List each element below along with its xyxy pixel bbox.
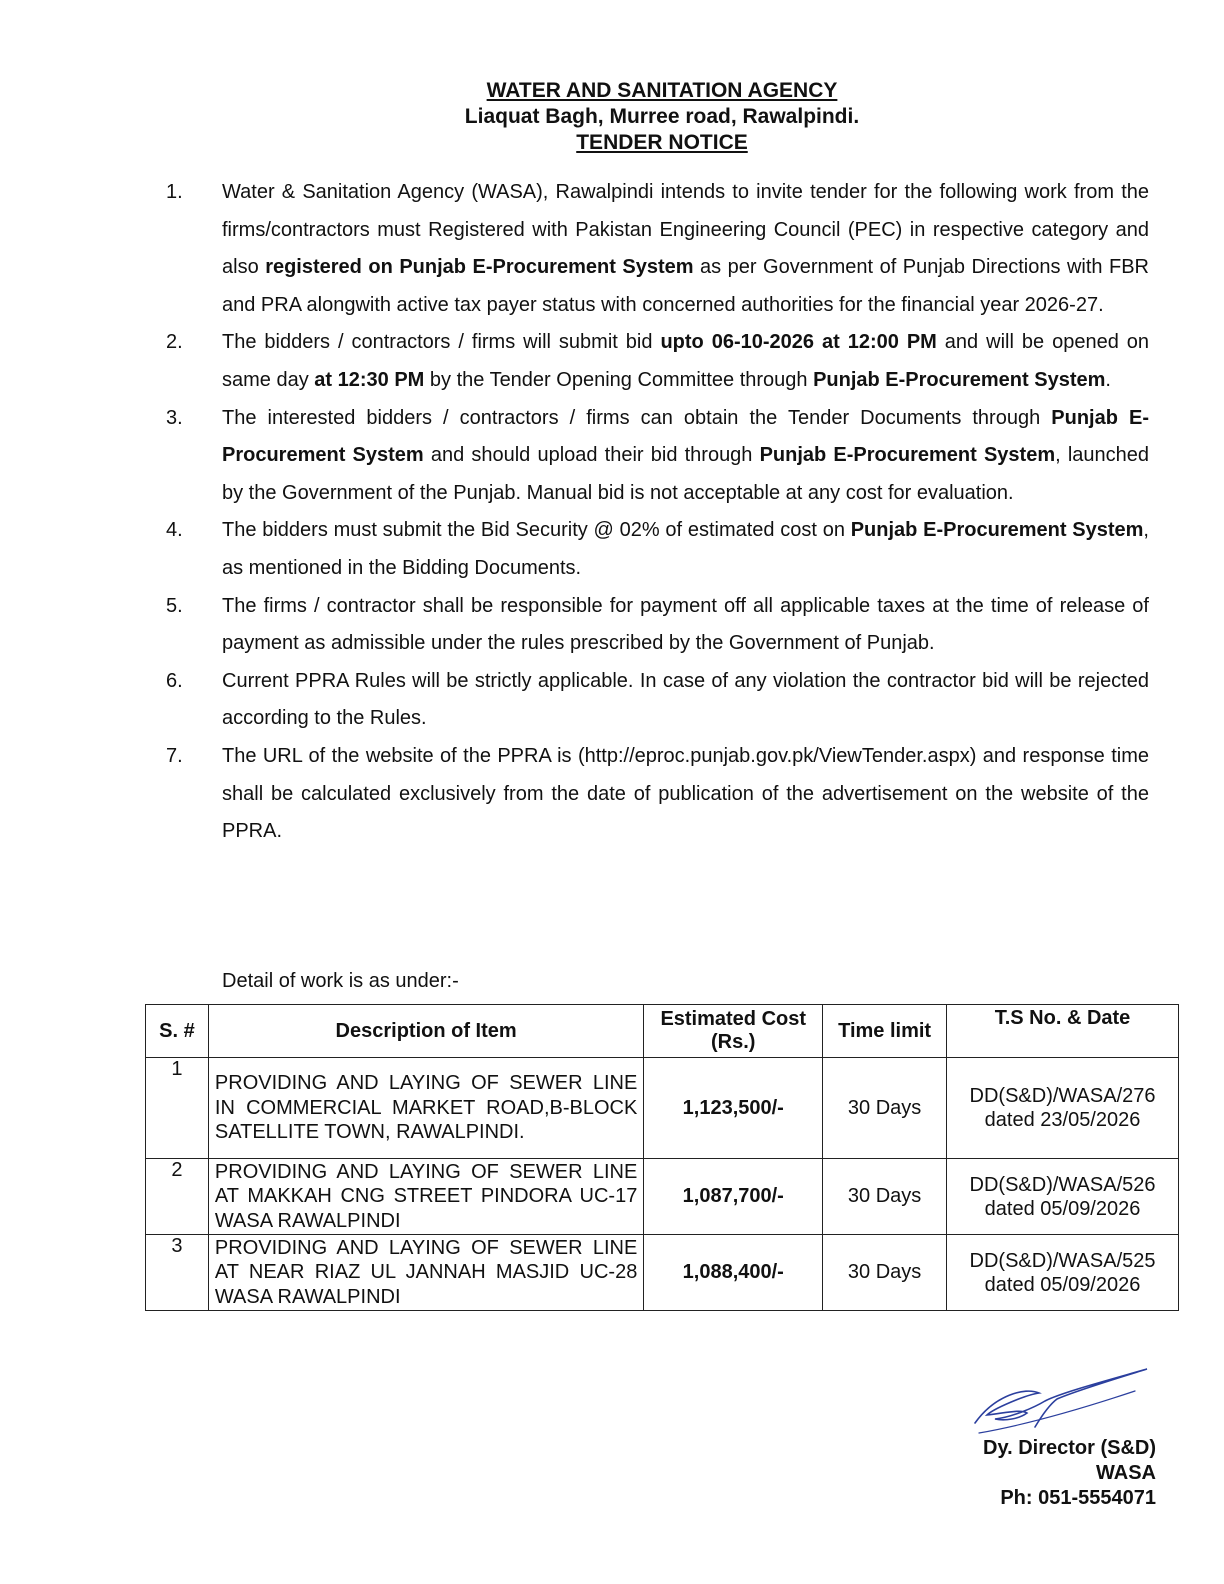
signatory-org: WASA xyxy=(1096,1462,1156,1484)
agency-name: WATER AND SANITATION AGENCY xyxy=(486,79,838,102)
cell-time-limit: 30 Days xyxy=(823,1159,947,1235)
cell-cost: 1,087,700/- xyxy=(644,1159,823,1235)
notice-item xyxy=(166,738,1149,851)
notice-item-text: The bidders must submit the Bid Security @ 02% of estimated cost on Punjab E-Procurement System, as mentioned in the Bidding Documents. xyxy=(222,519,1149,579)
signature xyxy=(965,1355,1155,1445)
cell-ts xyxy=(947,1159,1179,1235)
header-description: Description of Item xyxy=(208,1005,643,1058)
ts-number: DD(S&D)/WASA/526 xyxy=(969,1173,1156,1196)
signatory-phone: Ph: 051-5554071 xyxy=(1000,1487,1156,1509)
notice-item xyxy=(166,663,1149,738)
cell-sn: 1 xyxy=(146,1058,209,1159)
cell-cost: 1,088,400/- xyxy=(644,1235,823,1311)
notice-item-number: 7. xyxy=(166,744,183,767)
header-sn: S. # xyxy=(146,1005,209,1058)
notice-item-number: 5. xyxy=(166,594,183,617)
notice-item-text: Water & Sanitation Agency (WASA), Rawalpindi intends to invite tender for the following work from the firms/contractors must Registered with Pakistan Engineering Council (PEC) in respective category and also registered on Punjab E-Procurement System as per Government of Punjab Directions with FBR and PRA alongwith active tax payer status with concerned authorities for the financial year 2026-27. xyxy=(222,181,1150,316)
notice-item-number: 6. xyxy=(166,669,183,692)
ts-number: DD(S&D)/WASA/276 xyxy=(969,1085,1156,1107)
table-row xyxy=(146,1235,1179,1311)
signatory-designation: Dy. Director (S&D) xyxy=(983,1437,1156,1459)
cell-ts xyxy=(947,1235,1179,1311)
ts-date: dated 05/09/2026 xyxy=(984,1273,1141,1296)
cell-time-limit: 30 Days xyxy=(823,1235,947,1311)
notice-items-list xyxy=(166,174,1149,851)
table-row xyxy=(146,1058,1179,1159)
notice-item-text: The interested bidders / contractors / firms can obtain the Tender Documents through Punjab E-Procurement System and should upload their bid through Punjab E-Procurement System, launched by the Government of the Punjab. Manual bid is not acceptable at any cost for evaluation. xyxy=(222,406,1150,504)
header-estimated-cost: Estimated Cost (Rs.) xyxy=(644,1005,823,1058)
notice-item-text: The firms / contractor shall be responsible for payment off all applicable taxes at the time of release of payment as admissible under the rules prescribed by the Government of Punjab. xyxy=(222,594,1149,655)
ts-date: dated 05/09/2026 xyxy=(984,1197,1141,1220)
notice-item-number: 3. xyxy=(166,406,183,429)
table-row xyxy=(146,1159,1179,1235)
cell-time-limit: 30 Days xyxy=(823,1058,947,1159)
header-time-limit: Time limit xyxy=(823,1005,947,1058)
notice-item xyxy=(166,588,1149,663)
cell-description: PROVIDING AND LAYING OF SEWER LINE IN COMMERCIAL MARKET ROAD,B-BLOCK SATELLITE TOWN, RAWALPINDI. xyxy=(208,1058,643,1159)
works-table xyxy=(145,1004,1179,1311)
cell-description: PROVIDING AND LAYING OF SEWER LINE AT NEAR RIAZ UL JANNAH MASJID UC-28 WASA RAWALPINDI xyxy=(208,1235,643,1311)
notice-item-number: 2. xyxy=(166,331,183,354)
notice-title: TENDER NOTICE xyxy=(576,131,748,154)
signature-icon xyxy=(965,1355,1155,1445)
cell-sn: 2 xyxy=(146,1159,209,1235)
header-ts-no-date: T.S No. & Date xyxy=(947,1005,1179,1058)
cell-description: PROVIDING AND LAYING OF SEWER LINE AT MAKKAH CNG STREET PINDORA UC-17 WASA RAWALPINDI xyxy=(208,1159,643,1235)
notice-item-number: 4. xyxy=(166,519,183,542)
table-header-row xyxy=(146,1005,1179,1058)
notice-item xyxy=(166,174,1149,324)
notice-item xyxy=(166,512,1149,587)
ts-date: dated 23/05/2026 xyxy=(984,1109,1141,1131)
notice-header xyxy=(0,78,1224,156)
notice-item-text: The bidders / contractors / firms will submit bid upto 06-10-2026 at 12:00 PM and will be opened on same day at 12:30 PM by the Tender Opening Committee through Punjab E-Procurement System. xyxy=(222,331,1150,391)
notice-item-text: The URL of the website of the PPRA is (http://eproc.punjab.gov.pk/ViewTender.aspx) and response time shall be calculated exclusively from the date of publication of the advertisement on the website of the PPRA. xyxy=(222,744,1149,843)
cell-sn: 3 xyxy=(146,1235,209,1311)
notice-item xyxy=(166,400,1149,513)
agency-address: Liaquat Bagh, Murree road, Rawalpindi. xyxy=(464,105,860,128)
notice-item-text: Current PPRA Rules will be strictly applicable. In case of any violation the contractor bid will be rejected according to the Rules. xyxy=(222,669,1149,730)
notice-item xyxy=(166,324,1149,399)
detail-label: Detail of work is as under:- xyxy=(222,970,459,992)
notice-item-number: 1. xyxy=(166,181,183,203)
signatory-block xyxy=(983,1436,1156,1511)
cell-ts xyxy=(947,1058,1179,1159)
ts-number: DD(S&D)/WASA/525 xyxy=(969,1249,1156,1272)
cell-cost: 1,123,500/- xyxy=(644,1058,823,1159)
